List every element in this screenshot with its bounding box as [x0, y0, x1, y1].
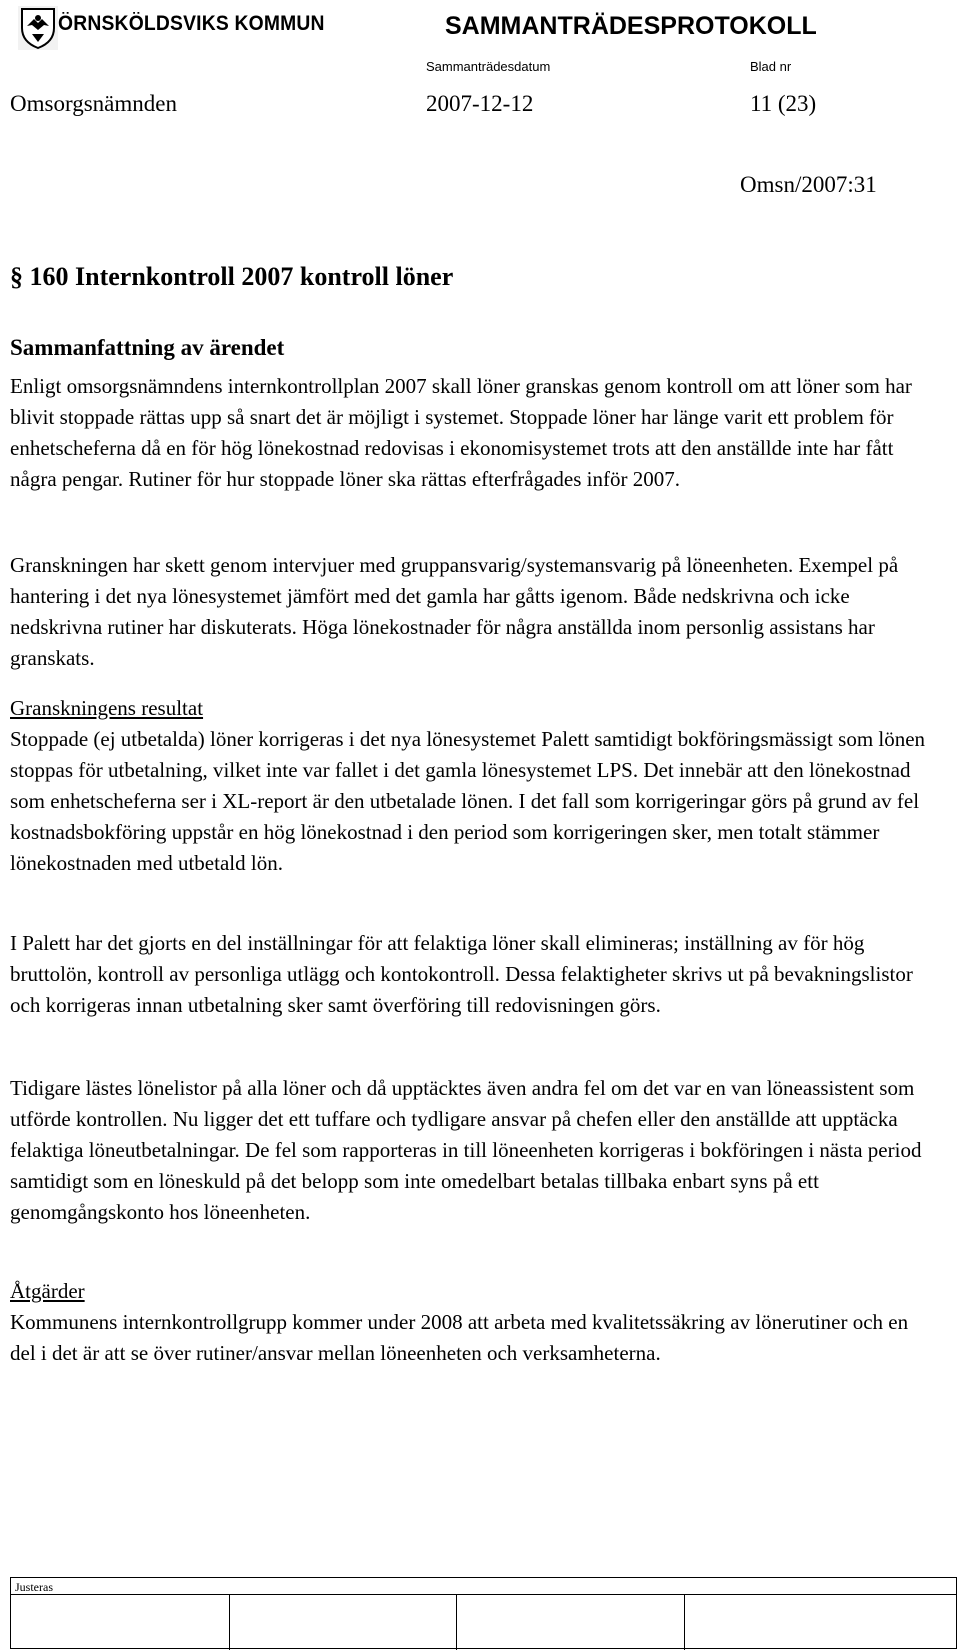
result-section [10, 693, 936, 879]
justeras-label: Justeras [15, 1580, 53, 1594]
paragraph-text: Enligt omsorgsnämndens internkontrollplan 2007 skall löner granskas genom kontroll om att löner som har blivit stoppade rättas upp så snart det är möjligt i systemet. Stoppade löner har länge varit ett problem för enhetscheferna då en för hög lönekostnad redovisas i ekonomisystemet trots att den anställde inte har fått några pengar. Rutiner för hur stoppade löner ska rättas efterfrågades inför 2007. [10, 374, 912, 491]
page-label: Blad nr [750, 59, 792, 74]
page-number: 11 (23) [750, 91, 817, 116]
result-heading: Granskningens resultat [10, 696, 204, 720]
actions-heading: Åtgärder [10, 1279, 85, 1303]
signature-cell[interactable] [231, 1596, 455, 1648]
reference-number: Omsn/2007:31 [740, 172, 877, 197]
table-divider [11, 1594, 956, 1595]
paragraph-text: I Palett har det gjorts en del inställningar för att felaktiga löner skall elimineras; inställning av för hög bruttolön, kontroll av personliga utlägg och kontokontroll. Dessa felaktigheter skrivs ut på bevakningslistor och korrigeras innan utbetalning sker samt överföring till redovisningen görs. [10, 931, 913, 1017]
signature-cell[interactable] [13, 1596, 227, 1648]
date-label: Sammanträdesdatum [426, 59, 551, 74]
paragraph-2 [10, 550, 936, 674]
paragraph-1 [10, 371, 936, 495]
paragraph-5 [10, 1073, 936, 1228]
meeting-date: 2007-12-12 [426, 91, 534, 116]
signature-cell[interactable] [686, 1596, 954, 1648]
paragraph-text: Kommunens internkontrollgrupp kommer under 2008 att arbeta med kvalitetssäkring av lönerutiner och en del i det är att se över rutiner/ansvar mellan löneenheten och verksamheterna. [10, 1310, 909, 1365]
actions-section [10, 1276, 936, 1369]
section-title: § 160 Internkontroll 2007 kontroll löner [10, 262, 454, 291]
paragraph-text: Tidigare lästes lönelistor på alla löner och då upptäcktes även andra fel om det var en van löneassistent som utförde kontrollen. Nu ligger det ett tuffare och tydligare ansvar på chefen eller den anställde att upptäcka felaktiga löneutbetalningar. De fel som rapporteras in till löneenheten korrigeras i bokföringen i nästa period samtidigt som en löneskuld på det belopp som inte omedelbart betalas tillbaka enbart syns på ett genomgångskonto hos löneenheten. [10, 1076, 922, 1224]
table-column-divider [684, 1594, 685, 1650]
paragraph-text: Stoppade (ej utbetalda) löner korrigeras i det nya lönesystemet Palett samtidigt bokföringsmässigt som lönen stoppas för utbetalning, vilket inte var fallet i det gamla lönesystemet LPS. Det innebär att den lönekostnad som enhetscheferna ser i XL-report är den utbetalade lönen. I det fall som korrigeringar görs på grund av fel kostnadsbokföring uppstår en hög lönekostnad i den period som korrigeringen sker, men totalt stämmer lönekostnaden med utbetald lön. [10, 727, 926, 875]
paragraph-4 [10, 928, 936, 1021]
document-type: SAMMANTRÄDESPROTOKOLL [445, 12, 817, 40]
signature-cell[interactable] [458, 1596, 683, 1648]
summary-heading: Sammanfattning av ärendet [10, 335, 285, 360]
coat-of-arms-icon [18, 6, 58, 50]
logo-text: ÖRNSKÖLDSVIKS KOMMUN [58, 12, 325, 35]
signature-table [10, 1577, 957, 1649]
table-column-divider [456, 1594, 457, 1650]
table-column-divider [229, 1594, 230, 1650]
paragraph-text: Granskningen har skett genom intervjuer med gruppansvarig/systemansvarig på löneenheten. Exempel på hantering i det nya lönesystemet jämfört med det gamla har gåtts igenom. Både nedskrivna och icke nedskrivna rutiner har diskuterats. Höga lönekostnader för några anställda inom personlig assistans har granskats. [10, 553, 899, 670]
committee-name: Omsorgsnämnden [10, 91, 177, 116]
